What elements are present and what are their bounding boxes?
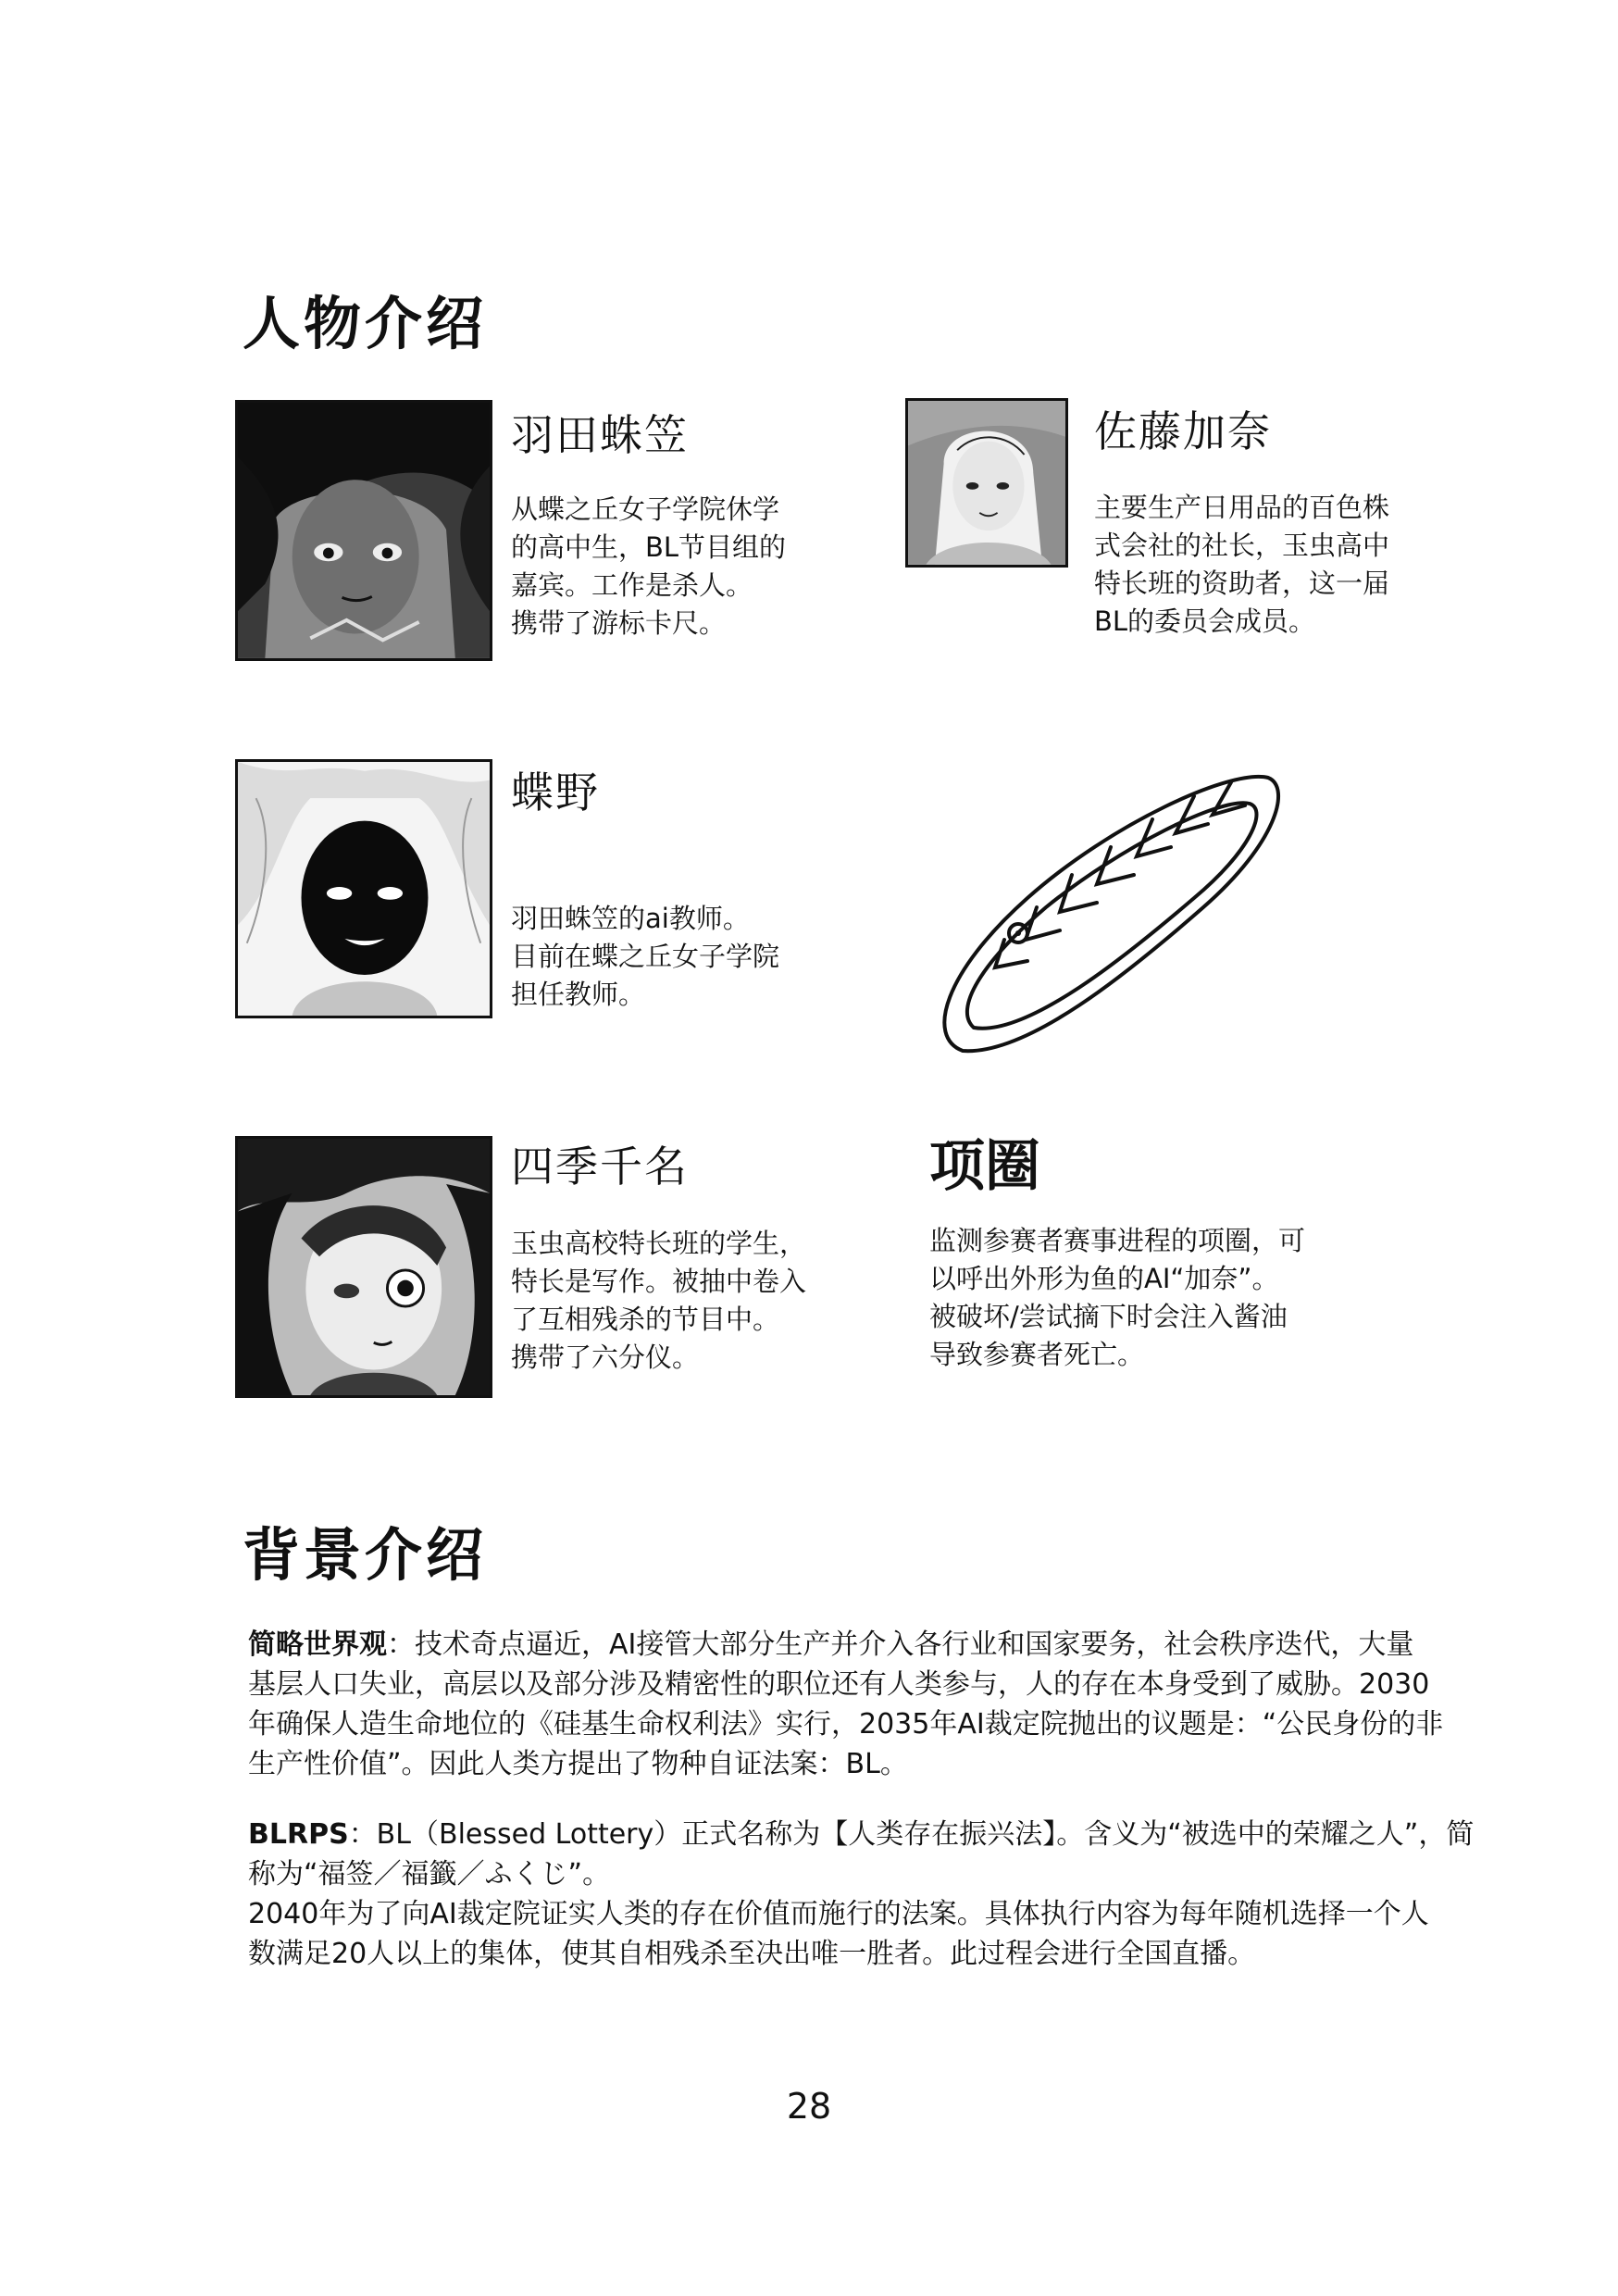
paragraph-line	[248, 1815, 1475, 1854]
portrait-illustration	[238, 762, 490, 1016]
description-line: 携带了六分仪。	[511, 1341, 700, 1373]
portrait-illustration	[238, 403, 490, 658]
description-line: 担任教师。	[511, 979, 646, 1010]
description-line: 从蝶之丘女子学院休学	[511, 493, 780, 525]
description-line: 的高中生，BL节目组的	[511, 531, 787, 563]
character-description	[511, 491, 786, 643]
description-line: BL的委员会成员。	[1094, 605, 1316, 637]
world-view-label: 简略世界观	[248, 1628, 387, 1661]
description-line: 玉虫高校特长班的学生，	[511, 1228, 807, 1259]
world-view-paragraph	[248, 1625, 1444, 1784]
description-line: 特长班的资助者，这一届	[1094, 568, 1390, 599]
character-name: 蝶野	[511, 767, 600, 817]
collar-drawing	[926, 759, 1296, 1065]
paragraph-line: 数满足20人以上的集体，使其自相残杀至决出唯一胜者。此过程会进行全国直播。	[248, 1938, 1256, 1970]
character-name: 羽田蛛笠	[511, 410, 689, 460]
description-line: 监测参赛者赛事进程的项圈，可	[929, 1225, 1306, 1256]
character-description	[511, 900, 779, 1014]
background-section-title: 背景介绍	[243, 1521, 488, 1589]
item-description	[929, 1222, 1305, 1374]
description-line: 目前在蝶之丘女子学院	[511, 941, 780, 972]
item-title: 项圈	[929, 1134, 1040, 1199]
character-name: 四季千名	[511, 1142, 689, 1192]
character-name: 佐藤加奈	[1094, 406, 1272, 456]
paragraph-text: ：技术奇点逼近，AI接管大部分生产并介入各行业和国家要务，社会秩序迭代，大量	[387, 1628, 1414, 1661]
character-description	[511, 1225, 806, 1377]
portrait-chono	[235, 759, 492, 1018]
description-line: 式会社的社长，玉虫高中	[1094, 530, 1390, 561]
character-description	[1094, 489, 1389, 641]
characters-section-title: 人物介绍	[243, 290, 488, 357]
description-line: 主要生产日用品的百色株	[1094, 492, 1390, 523]
portrait-hada-kumagasa	[235, 400, 492, 661]
portrait-illustration	[908, 401, 1065, 565]
description-line: 特长是写作。被抽中卷入	[511, 1266, 807, 1297]
description-line: 被破坏/尝试摘下时会注入酱油	[929, 1301, 1288, 1332]
collar-illustration	[926, 759, 1296, 1065]
description-line: 导致参赛者死亡。	[929, 1339, 1145, 1370]
paragraph-line: 称为“福签／福籤／ふくじ”。	[248, 1858, 611, 1890]
description-line: 嘉宾。工作是杀人。	[511, 569, 753, 601]
paragraph-line: 2040年为了向AI裁定院证实人类的存在价值而施行的法案。具体执行内容为每年随机选择一个人	[248, 1898, 1429, 1930]
page-number: 28	[786, 2086, 832, 2127]
portrait-illustration	[238, 1139, 490, 1395]
portrait-sato-kana	[905, 398, 1068, 568]
description-line: 以呼出外形为鱼的AI“加奈”。	[929, 1263, 1279, 1294]
blrps-paragraph	[248, 1815, 1475, 1974]
description-line: 携带了游标卡尺。	[511, 607, 727, 639]
paragraph-text: ：BL（Blessed Lottery）正式名称为【人类存在振兴法】。含义为“被选中的荣耀之人”，简	[348, 1818, 1475, 1851]
description-line: 羽田蛛笠的ai教师。	[511, 903, 750, 934]
blrps-label: BLRPS	[248, 1818, 349, 1851]
paragraph-line	[248, 1625, 1414, 1665]
paragraph-line: 年确保人造生命地位的《硅基生命权利法》实行，2035年AI裁定院抛出的议题是：“公民身份的非	[248, 1708, 1444, 1741]
portrait-shiki-china	[235, 1136, 492, 1398]
paragraph-line: 生产性价值”。因此人类方提出了物种自证法案：BL。	[248, 1748, 908, 1780]
description-line: 了互相残杀的节目中。	[511, 1304, 780, 1335]
paragraph-line: 基层人口失业，高层以及部分涉及精密性的职位还有人类参与，人的存在本身受到了威胁。2030	[248, 1668, 1430, 1701]
